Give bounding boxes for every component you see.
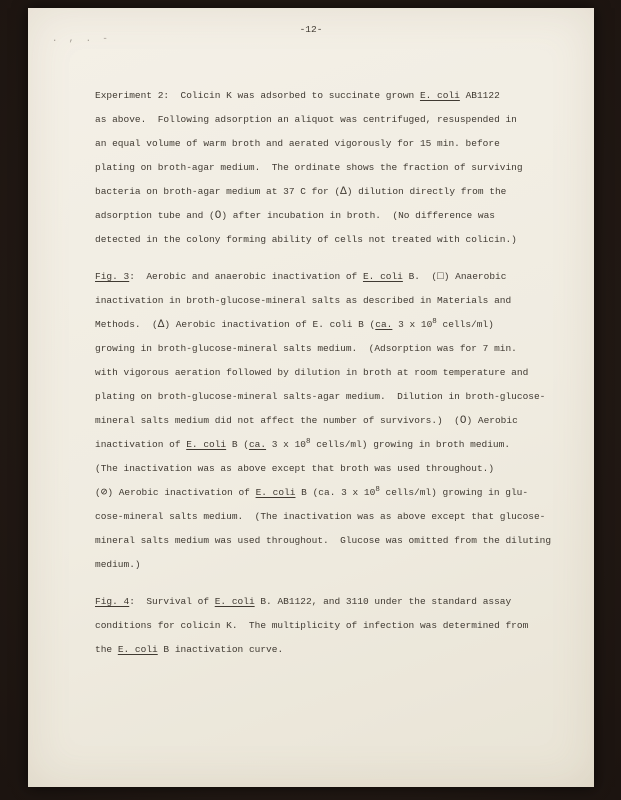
text-line	[95, 108, 570, 132]
text-segment: plating on broth-glucose-mineral salts-agar medium. Dilution in broth-glucose-	[95, 391, 546, 402]
text-segment: mineral salts medium was used throughout. Glucose was omitted from the diluting	[95, 535, 552, 546]
document-page	[28, 8, 594, 787]
text-line	[95, 228, 570, 252]
text-segment: E. coli	[117, 644, 158, 655]
text-segment: 3 x 10	[266, 439, 306, 450]
text-segment: B (ca. 3 x 10	[295, 487, 376, 498]
text-line	[95, 289, 570, 313]
text-line	[95, 132, 570, 156]
page-content	[95, 84, 570, 675]
text-segment: inactivation of	[95, 439, 187, 450]
text-line	[95, 361, 570, 385]
text-line	[95, 638, 570, 662]
symbol-glyph: O	[459, 415, 467, 427]
text-line	[95, 265, 570, 289]
text-segment: with vigorous aeration followed by dilution in broth at room temperature and	[95, 367, 529, 378]
text-segment: E. coli	[186, 439, 227, 450]
text-segment: ca.	[375, 319, 393, 330]
text-line	[95, 614, 570, 638]
text-segment: (The inactivation was as above except that broth was used throughout.)	[95, 463, 495, 474]
text-line	[95, 481, 570, 505]
text-segment: Experiment 2: Colicin K was adsorbed to succinate grown	[95, 90, 420, 101]
paragraph-experiment-2	[95, 84, 570, 252]
paragraph-fig-3-legend	[95, 265, 570, 577]
text-segment: cells/ml)	[436, 319, 494, 330]
text-line	[95, 313, 570, 337]
text-segment: Methods. (	[95, 319, 158, 330]
text-line	[95, 84, 570, 108]
text-segment: as above. Following adsorption an aliquot was centrifuged, resuspended in	[95, 114, 517, 125]
text-segment: ) Aerobic inactivation of	[107, 487, 256, 498]
text-segment: AB1122	[459, 90, 500, 101]
text-line	[95, 180, 570, 204]
text-segment: B. (	[402, 271, 438, 282]
text-segment: cells/ml) growing in broth medium.	[310, 439, 511, 450]
text-segment: B (	[226, 439, 249, 450]
text-segment: mineral salts medium did not affect the number of survivors.) (	[95, 415, 460, 426]
text-segment: 8	[375, 486, 380, 494]
text-line	[95, 505, 570, 529]
text-segment: ) dilution directly from the	[346, 186, 507, 197]
text-segment: cose-mineral salts medium. (The inactivation was as above except that glucose-	[95, 511, 546, 522]
page-number: -12-	[299, 24, 323, 35]
text-segment: B inactivation curve.	[157, 644, 284, 655]
text-segment: ca.	[248, 439, 267, 450]
text-segment: ) Aerobic	[466, 415, 518, 426]
symbol-glyph: ⊘	[100, 487, 108, 499]
text-segment: adsorption tube and (	[95, 210, 215, 221]
text-segment: detected in the colony forming ability of cells not treated with colicin.)	[95, 234, 517, 245]
text-segment: Fig. 3	[95, 271, 130, 282]
symbol-glyph: O	[214, 210, 222, 222]
text-segment: (	[95, 487, 101, 498]
text-segment: 3 x 10	[392, 319, 433, 330]
text-segment: bacteria on broth-agar medium at 37 C for (	[95, 186, 341, 197]
text-line	[95, 156, 570, 180]
symbol-glyph: Δ	[340, 186, 347, 198]
text-line	[95, 529, 570, 553]
text-segment: 8	[305, 438, 311, 446]
text-segment: E. coli	[255, 487, 296, 498]
text-segment: E. coli	[214, 596, 255, 607]
paragraph-fig-4-legend	[95, 590, 570, 662]
text-segment: an equal volume of warm broth and aerated vigorously for 15 min. before	[95, 138, 500, 149]
text-segment: ) after incubation in broth. (No difference was	[221, 210, 495, 221]
text-line	[95, 385, 570, 409]
text-segment: plating on broth-agar medium. The ordinate shows the fraction of surviving	[95, 162, 523, 173]
text-segment: cells/ml) growing in glu-	[379, 487, 529, 498]
symbol-glyph: □	[437, 271, 444, 283]
text-segment: E. coli	[419, 90, 460, 101]
symbol-glyph: Δ	[157, 319, 165, 331]
text-segment: ) Anaerobic	[443, 271, 507, 282]
text-segment: B. AB1122, and 3110 under the standard assay	[254, 596, 512, 607]
text-segment: ) Aerobic inactivation of E. coli B (	[164, 319, 376, 330]
text-segment: : Survival of	[129, 596, 215, 607]
text-segment: E. coli	[362, 271, 403, 282]
text-segment: : Aerobic and anaerobic inactivation of	[129, 271, 363, 282]
text-segment: Fig. 4	[95, 596, 130, 607]
text-segment: 8	[432, 318, 437, 326]
text-line	[95, 337, 570, 361]
pencil-mark: . , . -	[52, 34, 111, 44]
text-segment: conditions for colicin K. The multiplicity of infection was determined from	[95, 620, 529, 631]
text-segment: the	[95, 644, 118, 655]
text-line	[95, 553, 570, 577]
text-line	[95, 457, 570, 481]
text-segment: growing in broth-glucose-mineral salts medium. (Adsorption was for 7 min.	[95, 343, 517, 354]
text-line	[95, 409, 570, 433]
text-segment: medium.)	[95, 559, 141, 570]
text-segment: inactivation in broth-glucose-mineral salts as described in Materials and	[95, 295, 512, 306]
text-line	[95, 433, 570, 457]
text-line	[95, 590, 570, 614]
text-line	[95, 204, 570, 228]
